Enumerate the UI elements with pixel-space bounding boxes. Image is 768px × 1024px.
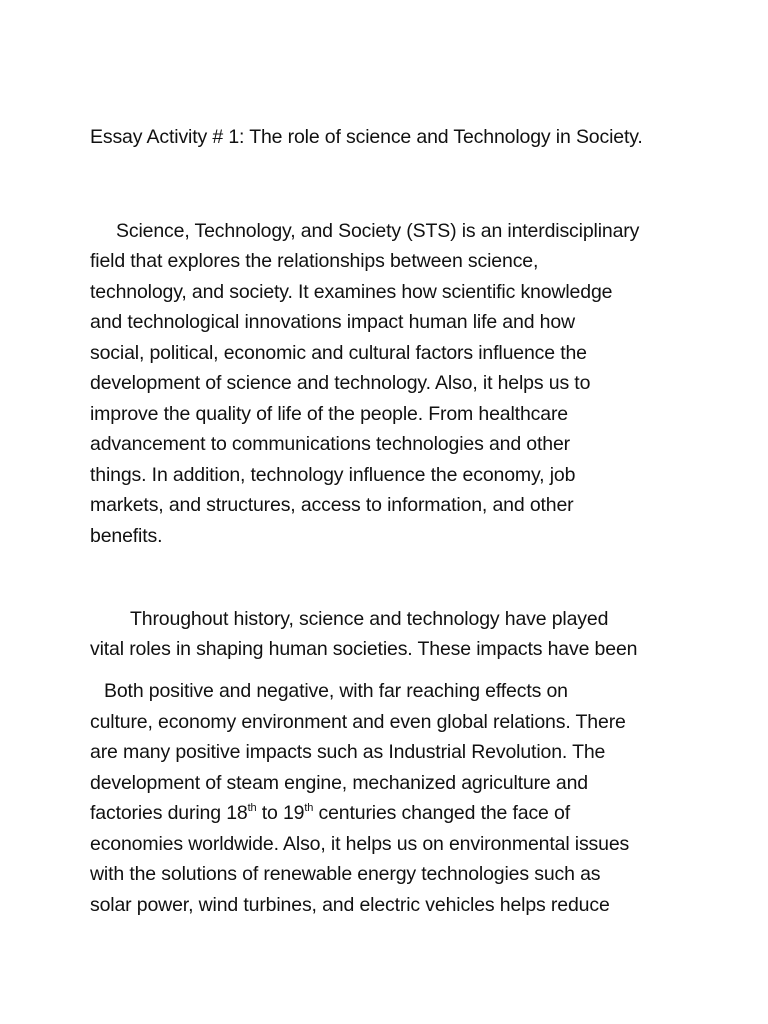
- essay-title: Essay Activity # 1: The role of science and Technology in Society.: [90, 126, 643, 148]
- paragraph-1-line-1: Science, Technology, and Society (STS) is an interdisciplinary: [116, 220, 640, 242]
- paragraph-1-line-2: field that explores the relationships between science,: [90, 250, 539, 272]
- line-5-part-3: centuries changed the face of: [313, 802, 570, 824]
- paragraph-3-line-6: economies worldwide. Also, it helps us on environmental issues: [90, 833, 630, 855]
- paragraph-1-line-7: improve the quality of life of the people. From healthcare: [90, 403, 568, 425]
- paragraph-3-line-7: with the solutions of renewable energy technologies such as: [90, 863, 601, 885]
- line-5-part-1: factories during 18: [90, 802, 248, 824]
- paragraph-3-line-3: are many positive impacts such as Industrial Revolution. The: [90, 741, 606, 763]
- paragraph-2-line-2: vital roles in shaping human societies. These impacts have been: [90, 638, 638, 660]
- paragraph-2-line-1: Throughout history, science and technology have played: [130, 608, 609, 630]
- superscript-th-2: th: [304, 801, 314, 814]
- paragraph-3-line-2: culture, economy environment and even global relations. There: [90, 711, 626, 733]
- paragraph-1-line-9: things. In addition, technology influence the economy, job: [90, 464, 576, 486]
- paragraph-1-line-3: technology, and society. It examines how scientific knowledge: [90, 281, 613, 303]
- paragraph-3-line-5: [90, 798, 570, 828]
- paragraph-1-line-8: advancement to communications technologies and other: [90, 433, 570, 455]
- paragraph-1-line-5: social, political, economic and cultural factors influence the: [90, 342, 587, 364]
- paragraph-1-line-11: benefits.: [90, 525, 163, 547]
- paragraph-1-line-4: and technological innovations impact human life and how: [90, 311, 575, 333]
- paragraph-3-line-1: Both positive and negative, with far reaching effects on: [104, 680, 568, 702]
- superscript-th-1: th: [247, 801, 257, 814]
- line-5-part-2: to 19: [256, 802, 305, 824]
- paragraph-3-line-8: solar power, wind turbines, and electric vehicles helps reduce: [90, 894, 610, 916]
- paragraph-3-line-4: development of steam engine, mechanized agriculture and: [90, 772, 588, 794]
- paragraph-1-line-10: markets, and structures, access to information, and other: [90, 494, 574, 516]
- paragraph-1-line-6: development of science and technology. Also, it helps us to: [90, 372, 591, 394]
